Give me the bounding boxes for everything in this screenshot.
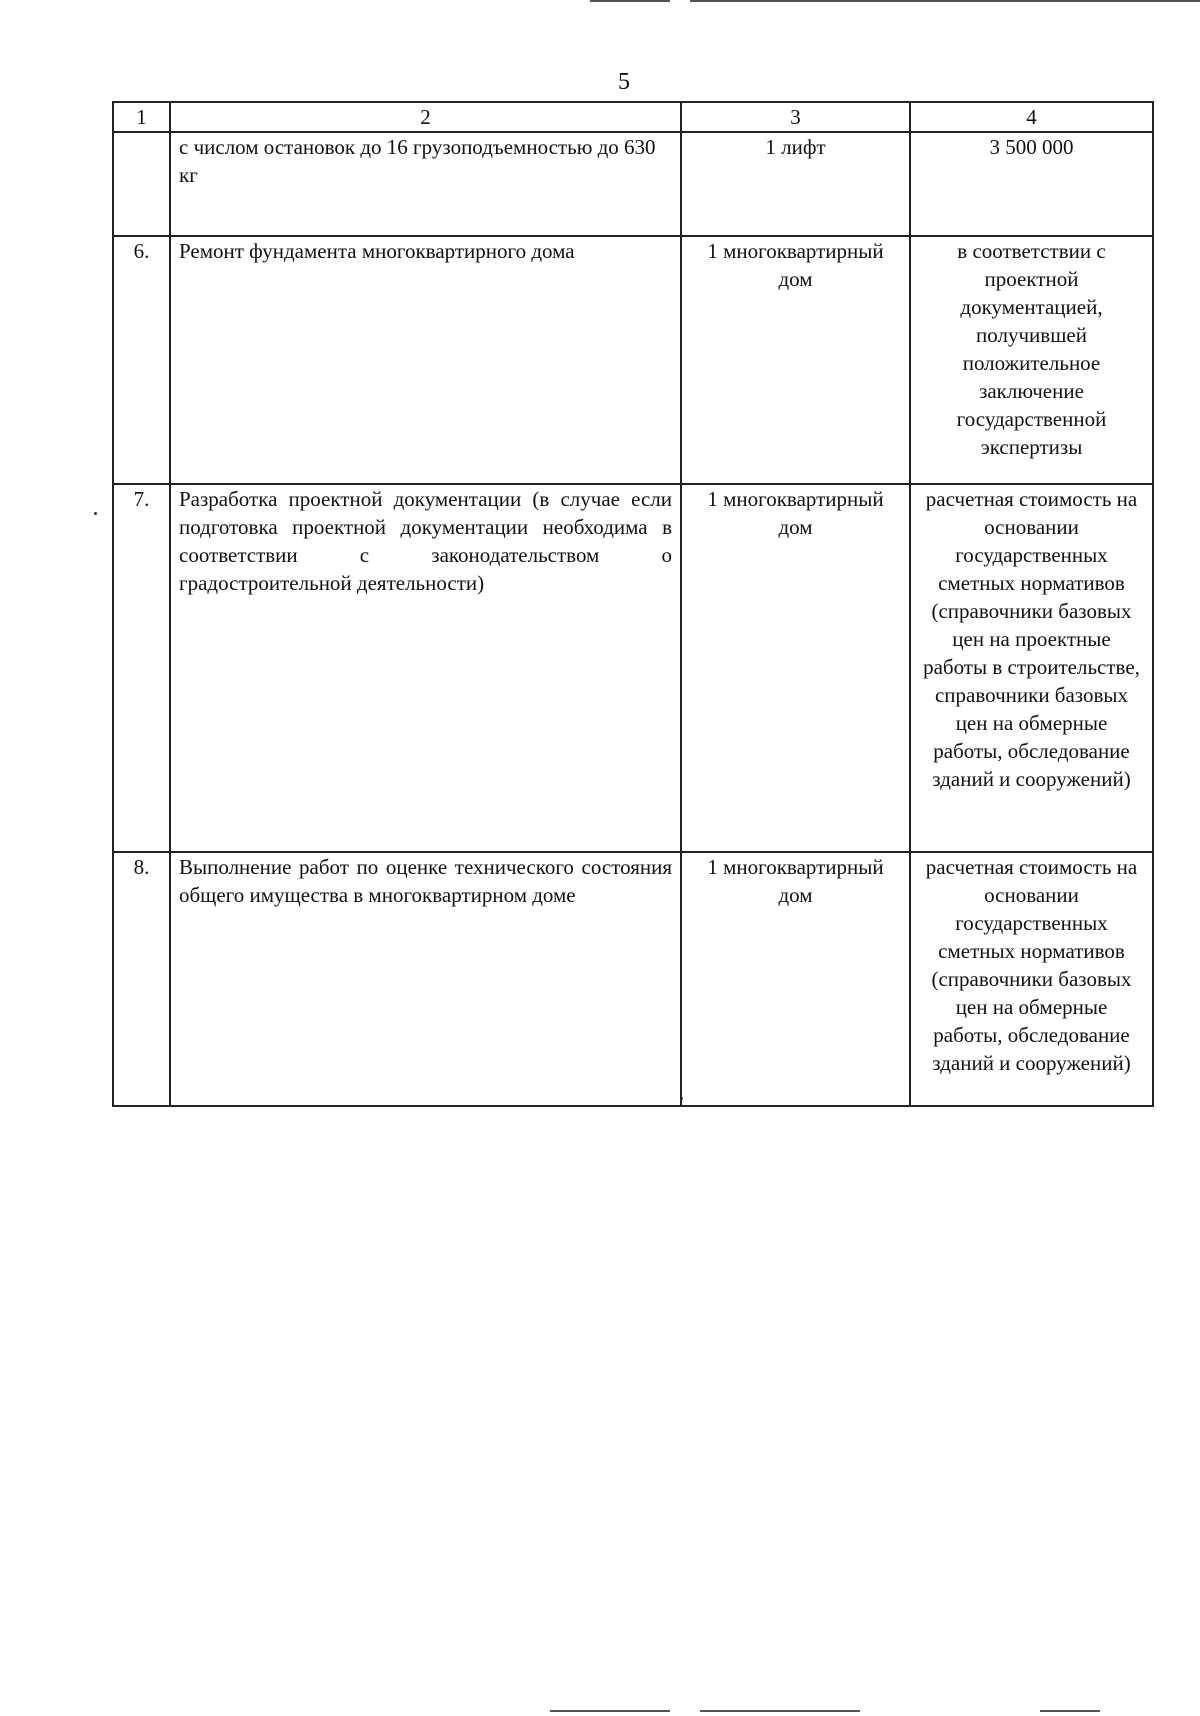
cost-value: расчетная стоимость на основании государственных сметных нормативов (справочники базовых цен на обмерные работы, обследование зданий и сооружений) [910,852,1153,1106]
unit-of-measure: 1 лифт [681,132,910,236]
work-description: с числом остановок до 16 грузоподъемностью до 630 кг [170,132,681,236]
cost-value: в соответствии с проектной документацией, получившей положительное заключение государственной экспертизы [910,236,1153,484]
table-row [113,484,1153,852]
scan-artifact-line [550,1710,670,1712]
work-description: Ремонт фундамента многоквартирного дома [170,236,681,484]
scan-artifact-line [590,0,670,2]
scan-speck [94,512,97,515]
cost-value: расчетная стоимость на основании государственных сметных нормативов (справочники базовых цен на проектные работы в строительстве, справочники базовых цен на обмерные работы, обследование зданий и сооружений) [910,484,1153,852]
table-row [113,132,1153,236]
table-header-row [113,102,1153,132]
column-header: 4 [910,102,1153,132]
work-description: Выполнение работ по оценке технического состояния общего имущества в многоквартирном доме [170,852,681,1106]
column-header: 1 [113,102,170,132]
column-header: 3 [681,102,910,132]
table-row [113,852,1153,1106]
unit-of-measure: 1 многоквартирный дом [681,236,910,484]
row-number: 7. [113,484,170,852]
cost-value: 3 500 000 [910,132,1153,236]
table-row [113,236,1153,484]
unit-of-measure: 1 многоквартирный дом [681,484,910,852]
page-number: 5 [618,69,630,95]
unit-of-measure: 1 многоквартирный дом [681,852,910,1106]
row-number: 6. [113,236,170,484]
scan-artifact-line [700,1710,860,1712]
row-number [113,132,170,236]
row-number: 8. [113,852,170,1106]
scan-artifact-line [690,0,1200,2]
scan-artifact-line [1040,1710,1100,1712]
works-table [112,101,1154,1107]
column-header: 2 [170,102,681,132]
work-description: Разработка проектной документации (в случае если подготовка проектной документации необходима в соответствии с законодательством о градостроительной деятельности) [170,484,681,852]
